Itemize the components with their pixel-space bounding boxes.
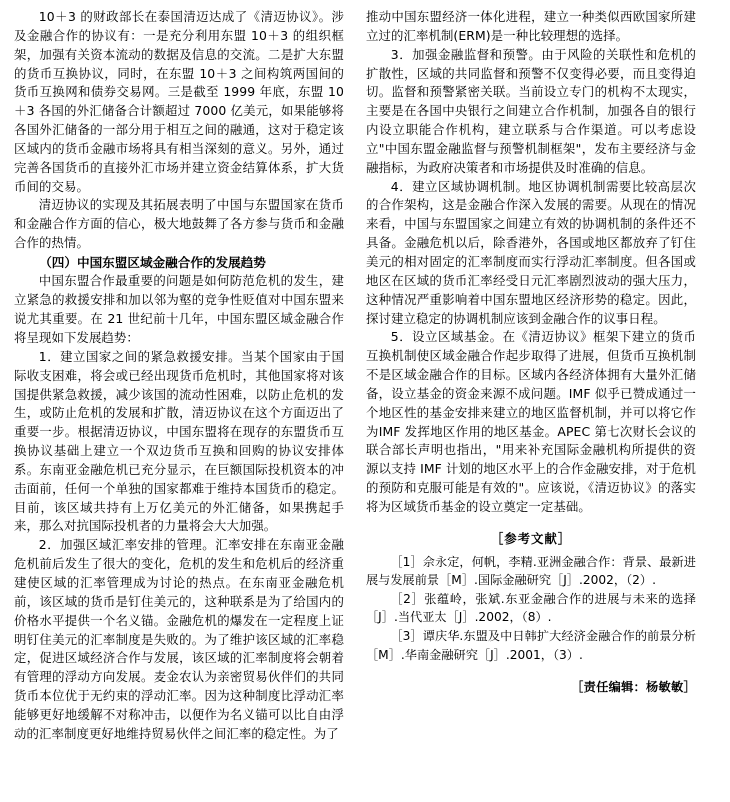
- paragraph: 3．加强金融监督和预警。由于风险的关联性和危机的扩散性，区域的共同监督和预警不仅变得必要，而且变得迫切。监督和预警紧密关联。当前设立专门的机构不太现实，主要是在各国中央银行之间建立合作机制，加强各自的银行内设立职能合作机构，建立联系与合作渠道。可以考虑设立"中国东盟金融监督与预警机制框架"，发布主要经济与金融指标，为政府决策者和市场提供及时准确的信息。: [366, 46, 696, 175]
- paragraph: 4．建立区域协调机制。地区协调机制需要比较高层次的合作架构，这是金融合作深入发展的需要。从现在的情况来看，中国与东盟国家之间建立有效的协调机制的条件还不具备。金融危机以后，除香港外，各国或地区都放弃了钉住美元的相对固定的汇率制度而实行浮动汇率制度。但各国或地区在区域的货币汇率经受日元汇率剧烈波动的强大压力，这种情况严重影响着中国东盟地区经济形势的稳定。因此，探讨建立稳定的协调机制应该到金融合作的议事日程。: [366, 178, 696, 326]
- paragraph: 5．设立区域基金。在《清迈协议》框架下建立的货币互换机制使区域金融合作起步取得了进展，但货币互换机制不是区域金融合作的目标。区域内各经济体拥有大量外汇储备，设立基金的资金来源不成问题。IMF 似乎已赞成通过一个地区性的基金安排来建立的地区监督机制，并可以将它作为IMF 发挥地区作用的地区基金。APEC 第七次财长会议的联合部长声明也指出，"用来补充国际金融机构所提供的资源以支持 IMF 计划的地区水平上的合作金融安排，对于危机的预防和克服可能是有效的"。应该说，《清迈协议》的落实将为区域货币基金的设立奠定一定基础。: [366, 329, 696, 514]
- section-heading: （四）中国东盟区域金融合作的发展趋势: [39, 254, 266, 270]
- editor-note: ［责任编辑：杨敏敏］: [571, 680, 696, 695]
- left-column: [14, 8, 344, 796]
- reference-item: ［3］谭庆华.东盟及中日韩扩大经济金融合作的前景分析［M］.华南金融研究［J］.2001，（3）.: [366, 628, 696, 662]
- paragraph: 10＋3 的财政部长在泰国清迈达成了《清迈协议》。涉及金融合作的协议有：一是充分利用东盟 10＋3 的组织框架，加强有关资本流动的数据及信息的交流。二是扩大东盟的货币互换协议，同时，在东盟 10＋3 之间构筑两国间的货币互换网和债券交易网。三是截至 1999 年底，东盟 10＋3 各国的外汇储备合计额超过 7000 亿美元，如果能够将各国外汇储备的一部分用于相互之间的融通，这对于稳定该区域内的货币金融市场将具有相当深刻的意义。另外，通过完善各国货币的直接外汇市场并建立资金结算体系，扩大货币间的交易。: [14, 9, 344, 194]
- paragraph: 推动中国东盟经济一体化进程，建立一种类似西欧国家所建立过的汇率机制(ERM)是一种比较理想的选择。: [366, 9, 696, 43]
- paragraph: 中国东盟合作最重要的问题是如何防范危机的发生，建立紧急的救援安排和加以邻为壑的竞争性贬值对中国东盟来说尤其重要。在 21 世纪前十几年，中国东盟区域金融合作将呈现如下发展趋势：: [14, 273, 344, 346]
- right-column: [366, 8, 696, 796]
- reference-item: ［2］张蕴岭，张斌.东亚金融合作的进展与未来的选择［J］.当代亚太［J］.2002，（8）.: [366, 591, 696, 625]
- references-heading: ［参考文献］: [490, 530, 572, 546]
- paragraph: 清迈协议的实现及其拓展表明了中国与东盟国家在货币和金融合作方面的信心，极大地鼓舞了各方参与货币和金融合作的热情。: [14, 197, 344, 251]
- paragraph: 1．建立国家之间的紧急救援安排。当某个国家由于国际收支困难，将会或已经出现货币危机时，其他国家将对该国提供紧急救援，减少该国的流动性困难，以防止危机的发生，或防止危机的发展和扩散，清迈协议在这个方面迈出了重要一步。根据清迈协议，中国东盟将在现存的东盟货币互换协议基础上建立一个双边货币互换和回购的协议安排体系。东南亚金融危机已充分显示，在巨额国际投机资本的冲击面前，任何一个单独的国家都难于维持本国货币的稳定。目前，该区域共持有上万亿美元的外汇储备，如果携起手来，那么对抗国际投机者的力量将会大大加强。: [14, 348, 344, 534]
- reference-item: ［1］佘永定，何帆，李精.亚洲金融合作：背景、最新进展与发展前景［M］.国际金融研究［J］.2002，（2）.: [366, 554, 696, 588]
- paragraph: 2．加强区域汇率安排的管理。汇率安排在东南亚金融危机前后发生了很大的变化，危机的发生和危机后的经济重建使区域的汇率管理成为讨论的热点。在东南亚金融危机前，该区域的货币是钉住美元的，这种联系是为了给国内的价格水平提供一个名义锚。金融危机的爆发在一定程度上证明钉住美元的汇率制度是失败的。为了维护该区域的汇率稳定，促进区域经济合作与发展，该区域的汇率制度将会朝着有管理的浮动方向发展。麦金农认为亲密贸易伙伴们的共同货币本位优于无约束的浮动汇率。因为这种制度比浮动汇率能够更好地缓解不对称冲击，以便作为名义锚可以比自由浮动的汇率制度更好地维持贸易伙伴之间汇率的稳定性。为了: [14, 537, 344, 741]
